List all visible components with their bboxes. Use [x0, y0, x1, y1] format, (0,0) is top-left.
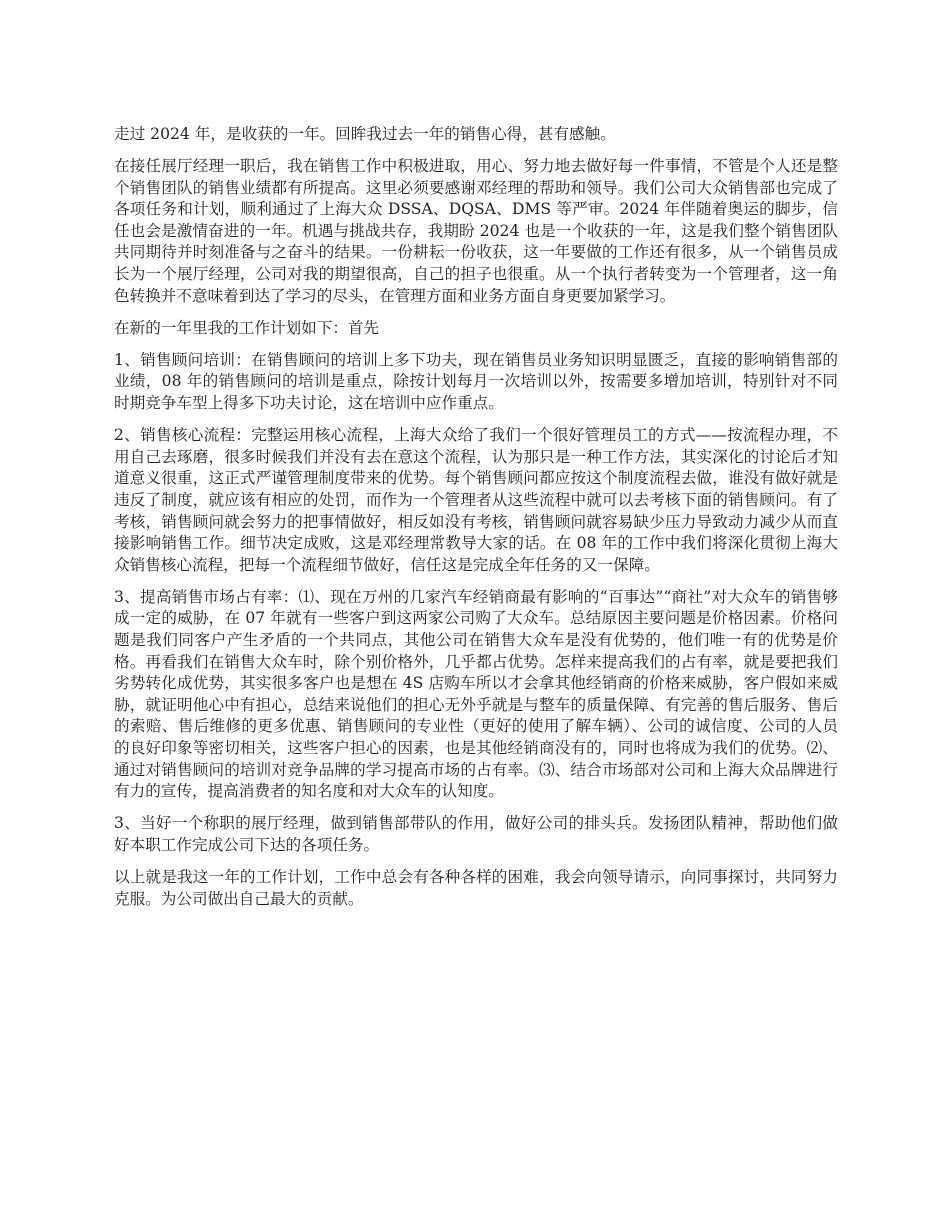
paragraph-intro: 走过 2024 年，是收获的一年。回眸我过去一年的销售心得，甚有感触。 [114, 125, 616, 143]
paragraph-conclusion: 以上就是我这一年的工作计划，工作中总会有各种各样的困难，我会向领导请示，向同事探讨，共同努力克服。为公司做出自己最大的贡献。 [114, 867, 838, 908]
paragraph-plan-3-manager: 3、当好一个称职的展厅经理，做到销售部带队的作用，做好公司的排头兵。发扬团队精神，帮助他们做好本职工作完成公司下达的各项任务。 [114, 814, 838, 854]
paragraph-plan-3-market-share: 3、提高销售市场占有率：⑴、现在万州的几家汽车经销商最有影响的“百事达”“商社”对大众车的销售够成一定的威胁，在 07 年就有一些客户到这两家公司购了大众车。总结原因主要问题是价格因素。价格问题是我们同客户产生矛盾的一个共同点，其他公司在销售大众车是没有优势的，他们唯一有的优势是价格。再看我们在销售大众车时，除个别价格外，几乎都占优势。怎样来提高我们的占有率，就是要把我们劣势转化成优势，其实很多客户也是想在 4S 店购车所以才会拿其他经销商的价格来威胁，客户假如来威胁，就证明他心中有担心，总结来说他们的担心无外乎就是与整车的质量保障、有完善的售后服务、售后的索赔、售后维修的更多优惠、销售顾问的专业性（更好的使用了解车辆）、公司的诚信度、公司的人员的良好印象等密切相关，这些客户担心的因素，也是其他经销商没有的，同时也将成为我们的优势。⑵、通过对销售顾问的培训对竞争品牌的学习提高市场的占有率。⑶、结合市场部对公司和上海大众品牌进行有力的宣传，提高消费者的知名度和对大众车的认知度。 [114, 587, 838, 801]
paragraph-plan-1-training: 1、销售顾问培训：在销售顾问的培训上多下功夫，现在销售员业务知识明显匮乏，直接的影响销售部的业绩，08 年的销售顾问的培训是重点，除按计划每月一次培训以外，按需要多增加培训，特别针对不同时期竞争车型上得多下功夫讨论，这在培训中应作重点。 [114, 350, 838, 413]
paragraph-plan-2-process: 2、销售核心流程：完整运用核心流程，上海大众给了我们一个很好管理员工的方式——按流程办理，不用自己去琢磨，很多时候我们并没有去在意这个流程，认为那只是一种工作方法，其实深化的讨论后才知道意义很重，这正式严谨管理制度带来的优势。每个销售顾问都应按这个制度流程去做，谁没有做好就是违反了制度，就应该有相应的处罚，而作为一个管理者从这些流程中就可以去考核下面的销售顾问。有了考核，销售顾问就会努力的把事情做好，相反如没有考核，销售顾问就容易缺少压力导致动力减少从而直接影响销售工作。细节决定成败，这是邓经理常教导大家的话。在 08 年的工作中我们将深化贯彻上海大众销售核心流程，把每一个流程细节做好，信任这是完成全年任务的又一保障。 [114, 426, 838, 574]
paragraph-plan-lead: 在新的一年里我的工作计划如下：首先 [114, 318, 380, 337]
paragraph-review: 在接任展厅经理一职后，我在销售工作中积极进取，用心、努力地去做好每一件事情，不管是个人还是整个销售团队的销售业绩都有所提高。这里必须要感谢邓经理的帮助和领导。我们公司大众销售部也完成了各项任务和计划，顺利通过了上海大众 DSSA、DQSA、DMS 等严审。2024 年伴随着奥运的脚步，信任也会是激情奋进的一年。机遇与挑战共存，我期盼 2024 也是一个收获的一年，这是我们整个销售团队共同期待并时刻准备与之奋斗的结果。一份耕耘一份收获，这一年要做的工作还有很多，从一个销售员成长为一个展厅经理，公司对我的期望很高，自己的担子也很重。从一个执行者转变为一个管理者，这一角色转换并不意味着到达了学习的尽头，在管理方面和业务方面自身更要加紧学习。 [114, 157, 838, 305]
document-body [114, 124, 838, 921]
